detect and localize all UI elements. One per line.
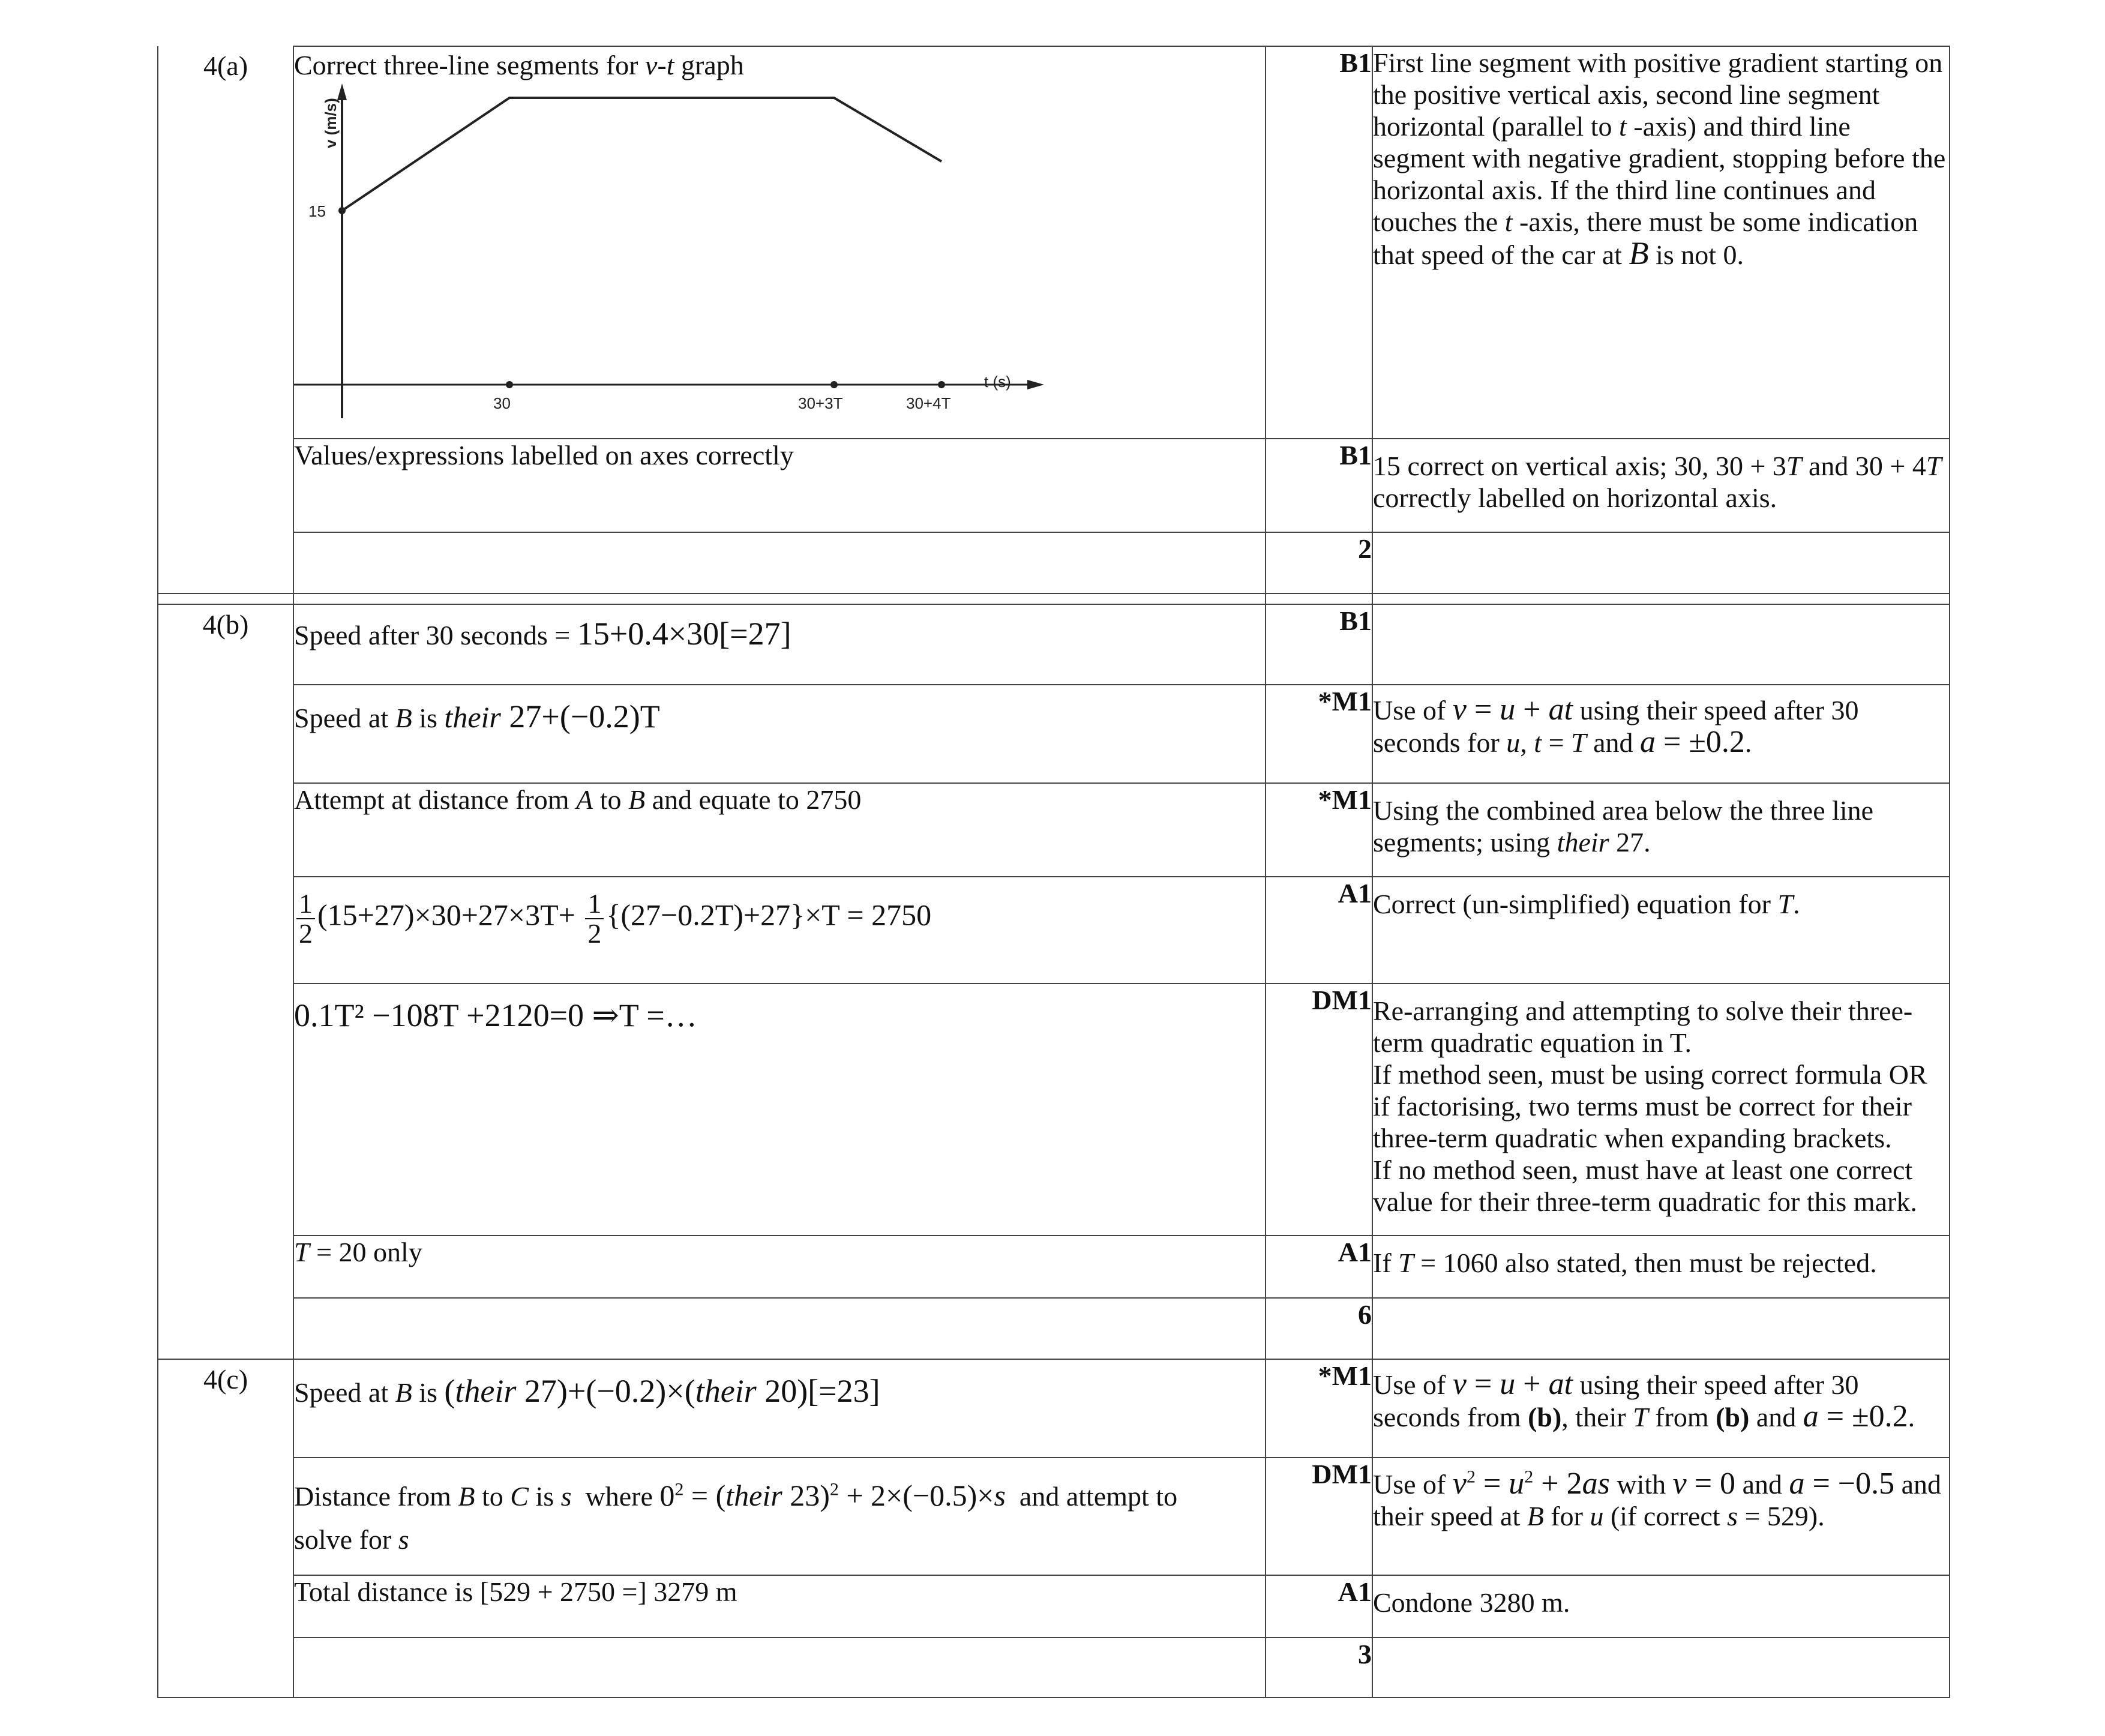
blank-cell [1372, 532, 1950, 593]
mark-scheme [157, 46, 1949, 1698]
answer-cell: Speed at B is (their 27)+(−0.2)×(their 20)[=23] [293, 1359, 1266, 1458]
blank-cell [293, 1298, 1266, 1359]
mark-cell: B1 [1266, 439, 1372, 532]
x-tick-30-3T: 30+3T [798, 394, 843, 412]
question-label-cell [158, 46, 293, 593]
row-4b-5 [158, 984, 1950, 1236]
horizontal-axis [294, 380, 1044, 389]
x-tick-dot-30-3T [830, 381, 838, 388]
row-4a-total [158, 532, 1950, 593]
y-tick-15: 15 [308, 202, 326, 220]
mark-cell: *M1 [1266, 783, 1372, 877]
guidance-a1: First line segment with positive gradient starting on the positive vertical axis, second line segment horizontal (parallel to t -axis) and third line segment with negative gradient, stopping before the horizontal axis. If the third line continues and touches the t -axis, there must be some indication that speed of the car at B is not 0. [1372, 46, 1950, 439]
answer-cell [293, 46, 1266, 439]
mark-cell: *M1 [1266, 1359, 1372, 1458]
guidance-c2: Use of $v^2 = u^2 + 2as$ with v = 0 and a = −0.5 and their speed at B for u (if correct s = 529). [1372, 1458, 1950, 1575]
answer-cell: Distance from B to C is s where $0^2$ = (their 23)$^2$ + 2×(−0.5)×s and attempt to solve for s [293, 1458, 1266, 1575]
guidance-a2: 15 correct on vertical axis; 30, 30 + 3T and 30 + 4T correctly labelled on horizontal axis. [1372, 439, 1950, 532]
blank-cell [293, 532, 1266, 593]
x-tick-30-4T: 30+4T [906, 394, 951, 412]
question-label-4c: 4(c) [203, 1364, 248, 1395]
row-4b-3 [158, 783, 1950, 877]
guidance-b5: Re-arranging and attempting to solve their three-term quadratic equation in T. If method seen, must be using correct formula OR if factorising, two terms must be correct for their three-term quadratic when expanding brackets. If no method seen, must have at least one correct value for their three-term quadratic for this mark. [1372, 984, 1950, 1236]
mark-cell: A1 [1266, 1236, 1372, 1298]
answer-cell: Values/expressions labelled on axes correctly [293, 439, 1266, 532]
vt-graph [294, 82, 1074, 418]
row-4a-graph [158, 46, 1950, 439]
mark-cell: B1 [1266, 604, 1372, 685]
row-4b-6 [158, 1236, 1950, 1298]
mark-scheme-table [157, 46, 1950, 1698]
question-label-cell [158, 604, 293, 1359]
guidance-c3: Condone 3280 m. [1372, 1575, 1950, 1638]
mark-cell: DM1 [1266, 1458, 1372, 1575]
blank-cell [1372, 1638, 1950, 1698]
x-tick-dot-30-4T [938, 381, 945, 388]
answer-text: Correct three-line segments for v-t graph [294, 50, 744, 80]
question-label-cell [158, 1359, 293, 1698]
guidance-b4: Correct (un-simplified) equation for T. [1372, 877, 1950, 984]
fraction-half: $\frac{1}{2}$ [296, 889, 315, 948]
x-axis-label: t (s) [984, 373, 1011, 391]
row-4c-3 [158, 1575, 1950, 1638]
total-4a: 2 [1266, 532, 1372, 593]
total-4c: 3 [1266, 1638, 1372, 1698]
guidance-c1: Use of v = u + at using their speed after 30 seconds from (b), their T from (b) and a = ±0.2. [1372, 1359, 1950, 1458]
mark-cell: A1 [1266, 877, 1372, 984]
guidance-b3: Using the combined area below the three line segments; using their 27. [1372, 783, 1950, 877]
separator [158, 593, 1950, 604]
answer-cell: $\frac{1}{2}$ (15+27)×30+27×3T+ $\frac{1}{2}$ {(27−0.2T)+27}×T = 2750 [293, 877, 1266, 984]
mark-cell: *M1 [1266, 685, 1372, 783]
fraction-half: $\frac{1}{2}$ [585, 889, 604, 948]
x-tick-30: 30 [493, 394, 511, 412]
mark-cell: A1 [1266, 1575, 1372, 1638]
row-4c-2 [158, 1458, 1950, 1575]
answer-cell: T = 20 only [293, 1236, 1266, 1298]
answer-cell: Speed at B is their 27+(−0.2)T [293, 685, 1266, 783]
blank-cell [293, 1638, 1266, 1698]
row-4b-1 [158, 604, 1950, 685]
row-4b-total [158, 1298, 1950, 1359]
total-4b: 6 [1266, 1298, 1372, 1359]
row-4b-4 [158, 877, 1950, 984]
mark-cell: DM1 [1266, 984, 1372, 1236]
answer-cell: 0.1T² −108T +2120=0 ⇒T =… [293, 984, 1266, 1236]
row-4a-labels [158, 439, 1950, 532]
velocity-line [342, 98, 941, 211]
answer-cell: Speed after 30 seconds = 15+0.4×30[=27] [293, 604, 1266, 685]
guidance-cell [1372, 604, 1950, 685]
answer-cell: Attempt at distance from A to B and equate to 2750 [293, 783, 1266, 877]
row-4c-total [158, 1638, 1950, 1698]
guidance-b2: Use of v = u + at using their speed after 30 seconds for u, t = T and a = ±0.2. [1372, 685, 1950, 783]
row-4b-2 [158, 685, 1950, 783]
row-4c-1 [158, 1359, 1950, 1458]
answer-cell: Total distance is [529 + 2750 =] 3279 m [293, 1575, 1266, 1638]
x-tick-dot-30 [506, 381, 513, 388]
guidance-b6: If T = 1060 also stated, then must be rejected. [1372, 1236, 1950, 1298]
mark-cell: B1 [1266, 46, 1372, 439]
blank-cell [1372, 1298, 1950, 1359]
y-axis-label: v (m/s) [322, 98, 340, 148]
question-label-4a: 4(a) [203, 50, 248, 81]
question-label-4b: 4(b) [202, 609, 249, 640]
